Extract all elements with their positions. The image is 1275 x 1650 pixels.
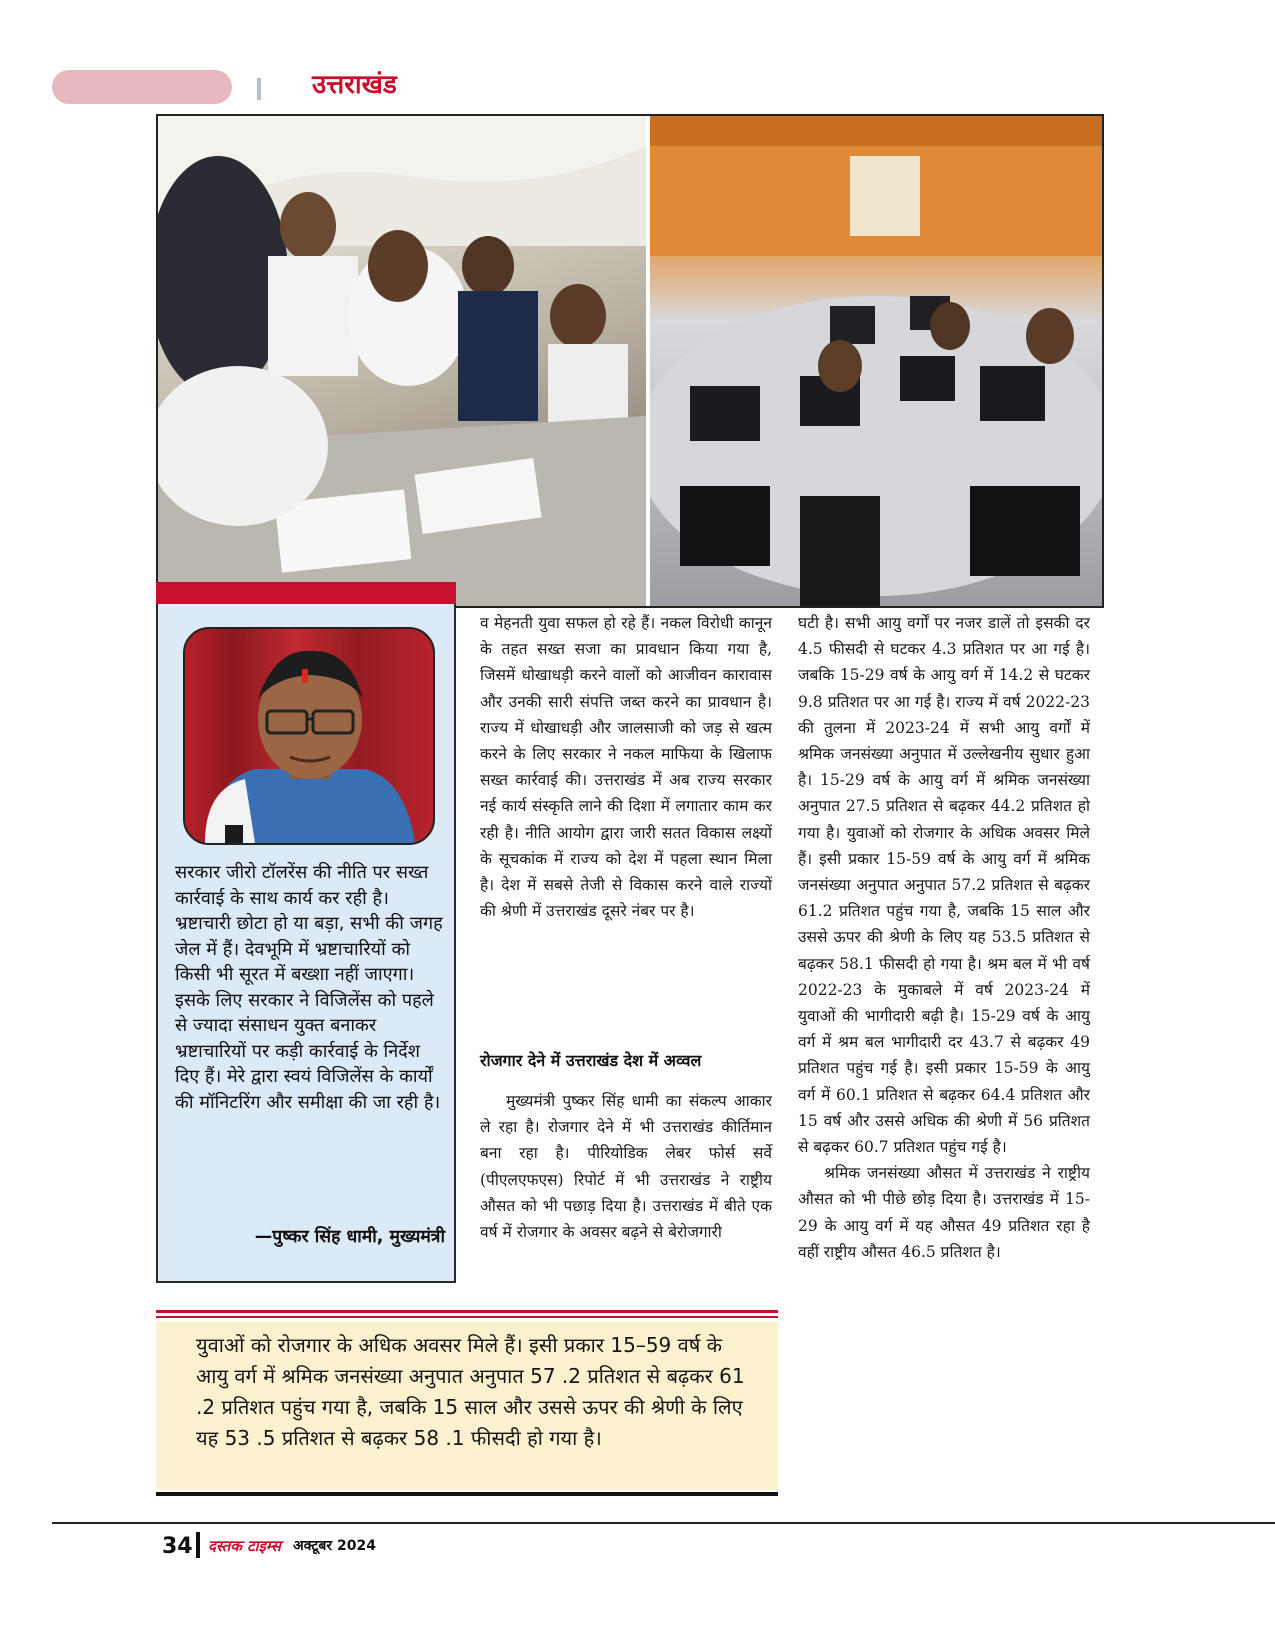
pullquote-text: युवाओं को रोजगार के अधिक अवसर मिले हैं। इसी प्रकार 15–59 वर्ष के आयु वर्ग में श्रमिक जनसंख्या अनुपात अनुपात 57 .2 प्रतिशत से बढ़कर 61 .2 प्रतिशत पहुंच गया है, जबकि 15 साल और उससे ऊपर की श्रेणी के लिए यह 53 .5 प्रतिशत से बढ़कर 58 .1 फीसदी हो गया है। (196, 1333, 745, 1450)
sidebar-quote-author: —पुष्कर सिंह धामी, मुख्यमंत्री (254, 1227, 445, 1247)
portrait-illustration (185, 629, 433, 843)
footer-divider (196, 1532, 200, 1558)
pullquote-bottom-rule (156, 1492, 778, 1496)
pullquote-top-rule-thin (156, 1316, 778, 1318)
article-paragraph: व मेहनती युवा सफल हो रहे हैं। नकल विरोधी कानून के तहत सख्त सजा का प्रावधान किया गया है, जिसमें धोखाधड़ी करने वालों को आजीवन कारावास और उनकी सारी संपत्ति जब्त करने का प्रावधान है। राज्य में धोखाधड़ी और जालसाजी को जड़ से खत्म करने के लिए सरकार ने नकल माफिया के खिलाफ सख्त कार्रवाई की। उत्तराखंड में अब राज्य सरकार नई कार्य संस्कृति लाने की दिशा में लगातार काम कर रही है। नीति आयोग द्वारा जारी सतत विकास लक्ष्यों के सूचकांक में राज्य को देश में पहला स्थान मिला है। देश में सबसे तेजी से विकास करने वाले राज्यों की श्रेणी में उत्तराखंड दूसरे नंबर पर है। (480, 614, 772, 921)
header-divider (257, 78, 261, 100)
article-paragraph: श्रमिक जनसंख्या औसत में उत्तराखंड ने राष्ट्रीय औसत को भी पीछे छोड़ दिया है। उत्तराखंड में 15-29 के आयु वर्ग में यह औसत 49 प्रतिशत रहा है वहीं राष्ट्रीय औसत 46.5 प्रतिशत है। (798, 1164, 1090, 1261)
photo-frame (156, 114, 1104, 608)
sidebar-quote-text: सरकार जीरो टॉलरेंस की नीति पर सख्त कार्रवाई के साथ कार्य कर रही है। भ्रष्टाचारी छोटा हो या बड़ा, सभी की जगह जेल में हैं। देवभूमि में भ्रष्टाचारियों को किसी भी सूरत में बख्शा नहीं जाएगा। इसके लिए सरकार ने विजिलेंस को पहले से ज्यादा संसाधन युक्त बनाकर भ्रष्टाचारियों पर कड़ी कार्रवाई के निर्देश दिए हैं। मेरे द्वारा स्वयं विजिलेंस के कार्यों की मॉनिटरिंग और समीक्षा की जा रही है। (175, 862, 443, 1113)
article-column-2-continued (480, 1088, 772, 1245)
issue-date: अक्टूबर 2024 (293, 1538, 376, 1554)
page-number: 34 (162, 1534, 193, 1559)
header-tab-decoration (52, 70, 232, 104)
pullquote-top-rule (156, 1310, 778, 1313)
magazine-logo: दस्तक टाइम्स (208, 1537, 281, 1555)
article-column-2 (480, 610, 772, 924)
article-subheading: रोजगार देने में उत्तराखंड देश में अव्वल (480, 1051, 702, 1070)
footer-rule (52, 1522, 1275, 1524)
chief-minister-portrait (183, 627, 435, 845)
article-column-3 (798, 610, 1090, 1265)
article-paragraph: घटी है। सभी आयु वर्गों पर नजर डालें तो इसकी दर 4.5 फीसदी से घटकर 4.3 प्रतिशत पर आ गई है। जबकि 15-29 वर्ष के आयु वर्ग में 14.2 से घटकर 9.8 प्रतिशत पर आ गई है। राज्य में वर्ष 2022-23 की तुलना में 2023-24 में सभी आयु वर्गों में श्रमिक जनसंख्या अनुपात में उल्लेखनीय सुधार हुआ है। 15-29 वर्ष के आयु वर्ग में श्रमिक जनसंख्या अनुपात 27.5 प्रतिशत से बढ़कर 44.2 प्रतिशत हो गया है। युवाओं को रोजगार के अधिक अवसर मिले हैं। इसी प्रकार 15-59 वर्ष के आयु वर्ग में श्रमिक जनसंख्या अनुपात अनुपात 57.2 प्रतिशत से बढ़कर 61.2 प्रतिशत पहुंच गया है, जबकि 15 साल और उससे ऊपर की श्रेणी के लिए यह 53.5 प्रतिशत से बढ़कर 58.1 फीसदी हो गया है। श्रम बल में भी वर्ष 2022-23 के मुकाबले में वर्ष 2023-24 में युवाओं की भागीदारी बढ़ी है। 15-29 वर्ष के आयु वर्ग में श्रम बल भागीदारी दर 43.7 से बढ़कर 49 प्रतिशत पहुंच गई है। इसी प्रकार 15-59 के आयु वर्ग में 60.1 प्रतिशत से बढ़कर 64.4 प्रतिशत और 15 वर्ष और उससे अधिक की श्रेणी में 56 प्रतिशत से बढ़कर 60.7 प्रतिशत पहुंच गई है। (798, 614, 1090, 1157)
section-title: उत्तराखंड (312, 70, 397, 100)
sidebar-red-band (156, 582, 456, 604)
article-paragraph: मुख्यमंत्री पुष्कर सिंह धामी का संकल्प आकार ले रहा है। रोजगार देने में भी उत्तराखंड कीर्तिमान बना रहा है। पीरियोडिक लेबर फोर्स सर्वे (पीएलएफएस) रिपोर्ट में भी उत्तराखंड ने राष्ट्रीय औसत को भी पछाड़ दिया है। उत्तराखंड में बीते एक वर्ष में रोजगार के अवसर बढ़ने से बेरोजगारी (480, 1092, 772, 1242)
